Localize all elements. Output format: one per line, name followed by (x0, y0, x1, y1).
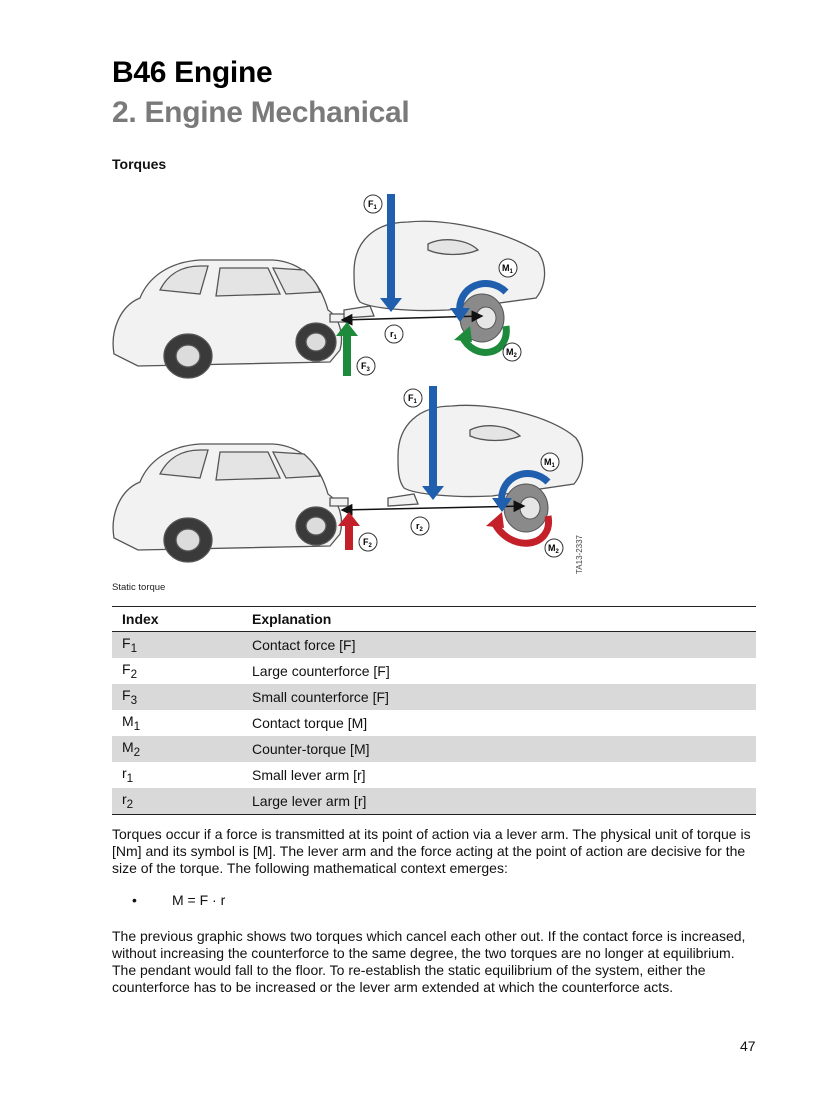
svg-text:r2: $r_2$ (416, 521, 423, 533)
svg-text:r1: $r_1$ (390, 329, 397, 341)
table-cell-index: $r_2$ (112, 788, 242, 815)
svg-text:M1: $M_1$ (502, 263, 513, 275)
svg-text:F1: $F_1$ (408, 393, 417, 405)
label-m2 (545, 539, 563, 557)
svg-text:F2: $F_2$ (363, 537, 372, 549)
table-row (112, 684, 756, 710)
svg-text:F3: $F_3$ (361, 361, 370, 373)
label-f1 (404, 389, 422, 407)
index-table (112, 606, 756, 815)
table-cell-explanation: Counter-torque [M] (242, 736, 756, 762)
scene-lower (113, 386, 584, 574)
car-icon (113, 444, 348, 562)
table-cell-index: $M_2$ (112, 736, 242, 762)
table-cell-index: $F_3$ (112, 684, 242, 710)
table-cell-explanation: Small lever arm [r] (252, 767, 366, 783)
label-m1 (541, 453, 559, 471)
torque-illustration (108, 186, 598, 578)
figure-code: TA13-2337 (575, 535, 584, 574)
chapter-title: 2. Engine Mechanical (112, 96, 410, 129)
svg-text:F1: $F_1$ (368, 199, 377, 211)
table-header-explanation: Explanation (242, 607, 756, 632)
car-icon (113, 260, 348, 378)
table-cell-index: $M_1$ (122, 713, 141, 733)
table-cell-explanation: Contact force [F] (242, 632, 756, 659)
table-row (112, 736, 756, 762)
svg-text:M1: $M_1$ (544, 457, 555, 469)
label-r2 (411, 517, 429, 535)
section-title: Torques (112, 156, 167, 172)
table-cell-index: $F_2$ (122, 661, 138, 681)
body-paragraph: Torques occur if a force is transmitted at its point of action via a lever arm. The physical unit of torque is [Nm] and its symbol is [M]. The lever arm and the force acting at the point of action are decisive for the size of the torque. The following mathematical context emerges: (112, 826, 751, 876)
label-m2 (503, 343, 521, 361)
figure-caption: Static torque (112, 582, 166, 593)
table-cell-index: $F_1$ (112, 632, 242, 659)
body-paragraph: The previous graphic shows two torques which cancel each other out. If the contact force is increased, without increasing the counterforce to the same degree, the two torques are no longer at equilibrium. The pendant would fall to the floor. To re-establish the static equilibrium of the system, either the counterforce has to be increased or the lever arm extended at which the counterforce acts. (112, 928, 746, 995)
svg-text:M2: $M_2$ (548, 543, 559, 555)
table-row (112, 762, 756, 788)
bullet-marker: • (132, 892, 137, 908)
label-f1 (364, 195, 382, 213)
svg-text:M2: $M_2$ (506, 347, 517, 359)
table-cell-explanation: Small counterforce [F] (242, 684, 756, 710)
table-row (112, 710, 756, 736)
table-row (112, 632, 756, 659)
label-f2 (359, 533, 377, 551)
label-r1 (385, 325, 403, 343)
document-title: B46 Engine (112, 56, 273, 89)
page-number: 47 (740, 1038, 756, 1054)
label-m1 (499, 259, 517, 277)
label-f3 (357, 357, 375, 375)
table-cell-explanation: Contact torque [M] (252, 715, 368, 731)
table-row (112, 788, 756, 815)
table-row (112, 658, 756, 684)
table-cell-explanation: Large counterforce [F] (252, 663, 390, 679)
formula-bullet (132, 892, 225, 908)
table-cell-index: $r_1$ (122, 765, 134, 785)
table-cell-explanation: Large lever arm [r] (242, 788, 756, 815)
formula-text: M = F · r (172, 892, 226, 908)
lever-arm-r2 (342, 506, 524, 510)
table-header-index: Index (112, 607, 242, 632)
scene-upper (113, 194, 544, 378)
trailer-wheel-icon (504, 484, 548, 532)
